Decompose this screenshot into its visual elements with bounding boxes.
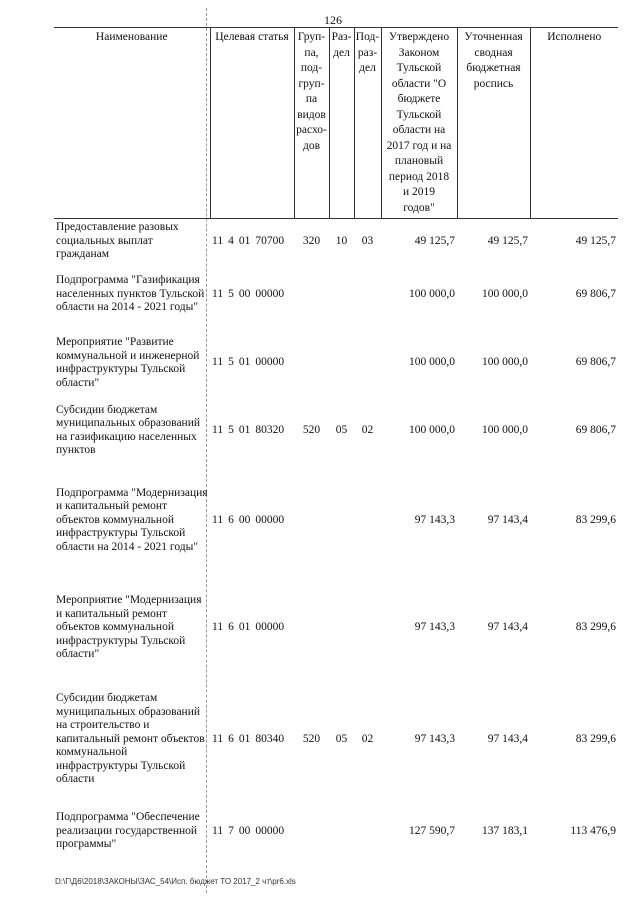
row-section-cell — [329, 581, 354, 676]
header-target: Целевая статья — [210, 28, 294, 219]
row-executed-cell: 113 476,9 — [570, 824, 616, 837]
row-executed-cell: 83 299,6 — [575, 732, 616, 745]
target-code-part: 5 — [228, 356, 234, 369]
row-section-cell — [329, 461, 354, 581]
target-code-part: 11 — [212, 356, 224, 369]
row-group-cell — [294, 264, 329, 326]
row-approved-cell: 100 000,0 — [409, 287, 455, 300]
budget-table — [54, 27, 618, 860]
row-section-cell — [329, 264, 354, 326]
target-code-part: 11 — [212, 423, 224, 436]
row-subsection-cell — [354, 804, 381, 860]
row-subsection-cell — [354, 581, 381, 676]
header-group: Груп- па, под- груп- па видов расхо- дов — [294, 28, 329, 219]
target-code-part: 01 — [238, 423, 251, 436]
target-code-part: 6 — [228, 513, 234, 526]
target-code-part: 6 — [228, 621, 234, 634]
table-row — [54, 219, 618, 264]
target-code-part: 11 — [212, 621, 224, 634]
target-code-part: 00000 — [255, 356, 285, 369]
row-target-code-cell — [210, 264, 294, 326]
row-executed-cell: 69 806,7 — [575, 287, 616, 300]
target-code-part: 6 — [228, 732, 234, 745]
row-refined-cell: 97 143,4 — [487, 732, 528, 745]
row-refined-cell: 137 183,1 — [482, 824, 528, 837]
target-code-part: 5 — [228, 287, 234, 300]
table-row — [54, 461, 618, 581]
row-section-cell: 05 — [335, 423, 348, 436]
target-code-part: 11 — [212, 234, 224, 247]
row-refined-cell: 100 000,0 — [482, 287, 528, 300]
table-row — [54, 804, 618, 860]
row-subsection-cell — [354, 461, 381, 581]
row-approved-cell: 97 143,3 — [414, 621, 455, 634]
target-code-part: 5 — [228, 423, 234, 436]
row-target-code-cell — [210, 461, 294, 581]
table-row — [54, 326, 618, 401]
header-section: Раз- дел — [329, 28, 354, 219]
row-group-cell — [294, 461, 329, 581]
row-section-cell: 10 — [335, 234, 348, 247]
row-executed-cell: 49 125,7 — [575, 234, 616, 247]
row-target-code-cell — [210, 219, 294, 264]
row-target-code-cell — [210, 401, 294, 461]
target-code-part: 01 — [238, 732, 251, 745]
row-subsection-cell: 02 — [361, 423, 374, 436]
header-refined: Уточненная сводная бюджетная роспись — [457, 28, 530, 219]
file-path-footer: D:\Г\Д6\2018\ЗАКОНЫ\ЗАС_54\Исп. бюджет ТО 2017_2 чт\pr6.xls — [55, 877, 296, 886]
row-approved-cell: 97 143,3 — [414, 513, 455, 526]
row-section-cell — [329, 804, 354, 860]
row-approved-cell: 100 000,0 — [409, 423, 455, 436]
target-code-part: 11 — [212, 513, 224, 526]
target-code-part: 80340 — [255, 732, 285, 745]
row-target-code-cell — [210, 676, 294, 804]
row-section-cell — [329, 326, 354, 401]
table-row — [54, 676, 618, 804]
header-name: Наименование — [54, 28, 210, 219]
row-refined-cell: 97 143,4 — [487, 513, 528, 526]
row-target-code-cell — [210, 581, 294, 676]
header-subsection: Под- раз- дел — [354, 28, 381, 219]
row-group-cell: 520 — [302, 732, 321, 745]
row-subsection-cell — [354, 264, 381, 326]
target-code-part: 00000 — [255, 287, 285, 300]
row-name-cell: Предоставление разовых социальных выплат гражданам — [56, 221, 179, 260]
row-refined-cell: 97 143,4 — [487, 621, 528, 634]
row-section-cell: 05 — [335, 732, 348, 745]
row-approved-cell: 97 143,3 — [414, 732, 455, 745]
row-subsection-cell: 02 — [361, 732, 374, 745]
target-code-part: 11 — [212, 287, 224, 300]
row-target-code-cell — [210, 804, 294, 860]
page-number: 126 — [324, 13, 342, 27]
row-name-cell: Мероприятие "Развитие коммунальной и инженерной инфраструктуры Тульской области" — [56, 336, 200, 389]
table-body — [54, 219, 618, 860]
target-code-part: 01 — [238, 356, 251, 369]
target-code-part: 4 — [228, 234, 234, 247]
header-approved: Утверждено Законом Тульской области "О бюджете Тульской области на 2017 год и на плановый период 2018 и 2019 годов" — [381, 28, 457, 219]
row-name-cell: Подпрограмма "Газификация населенных пунктов Тульской области на 2014 - 2021 годы" — [56, 274, 205, 314]
target-code-part: 00 — [238, 287, 251, 300]
row-executed-cell: 69 806,7 — [575, 356, 616, 369]
row-refined-cell: 49 125,7 — [487, 234, 528, 247]
table-row — [54, 264, 618, 326]
row-group-cell — [294, 581, 329, 676]
row-target-code-cell — [210, 326, 294, 401]
row-executed-cell: 83 299,6 — [575, 621, 616, 634]
row-subsection-cell — [354, 326, 381, 401]
row-executed-cell: 83 299,6 — [575, 513, 616, 526]
target-code-part: 00 — [238, 513, 251, 526]
target-code-part: 01 — [238, 621, 251, 634]
row-executed-cell: 69 806,7 — [575, 423, 616, 436]
row-approved-cell: 127 590,7 — [409, 824, 455, 837]
row-name-cell: Субсидии бюджетам муниципальных образований на газификацию населенных пунктов — [56, 403, 201, 456]
target-code-part: 00 — [238, 824, 251, 837]
row-refined-cell: 100 000,0 — [482, 356, 528, 369]
row-group-cell — [294, 804, 329, 860]
table-header — [54, 28, 618, 219]
row-group-cell: 320 — [302, 234, 321, 247]
row-name-cell: Мероприятие "Модернизация и капитальный ремонт объектов коммунальной инфраструктуры Тульской области" — [56, 594, 202, 661]
table-row — [54, 401, 618, 461]
target-code-part: 11 — [212, 732, 224, 745]
row-name-cell: Подпрограмма "Модернизация и капитальный ремонт объектов коммунальной инфраструктуры Тульской области на 2014 - 2021 годы" — [56, 486, 208, 553]
target-code-part: 00000 — [255, 621, 285, 634]
row-approved-cell: 49 125,7 — [414, 234, 455, 247]
row-group-cell: 520 — [302, 423, 321, 436]
row-approved-cell: 100 000,0 — [409, 356, 455, 369]
target-code-part: 00000 — [255, 824, 285, 837]
target-code-part: 01 — [238, 234, 251, 247]
target-code-part: 11 — [212, 824, 224, 837]
target-code-part: 7 — [228, 824, 234, 837]
row-name-cell: Подпрограмма "Обеспечение реализации государственной программы" — [56, 811, 200, 851]
target-code-part: 80320 — [255, 423, 285, 436]
table-row — [54, 581, 618, 676]
target-code-part: 70700 — [255, 234, 285, 247]
row-subsection-cell: 03 — [361, 234, 374, 247]
header-executed: Исполнено — [530, 28, 618, 219]
row-refined-cell: 100 000,0 — [482, 423, 528, 436]
row-name-cell: Субсидии бюджетам муниципальных образований на строительство и капитальный ремонт объектов коммунальной инфраструктуры Тульской области — [56, 692, 205, 786]
row-group-cell — [294, 326, 329, 401]
target-code-part: 00000 — [255, 513, 285, 526]
